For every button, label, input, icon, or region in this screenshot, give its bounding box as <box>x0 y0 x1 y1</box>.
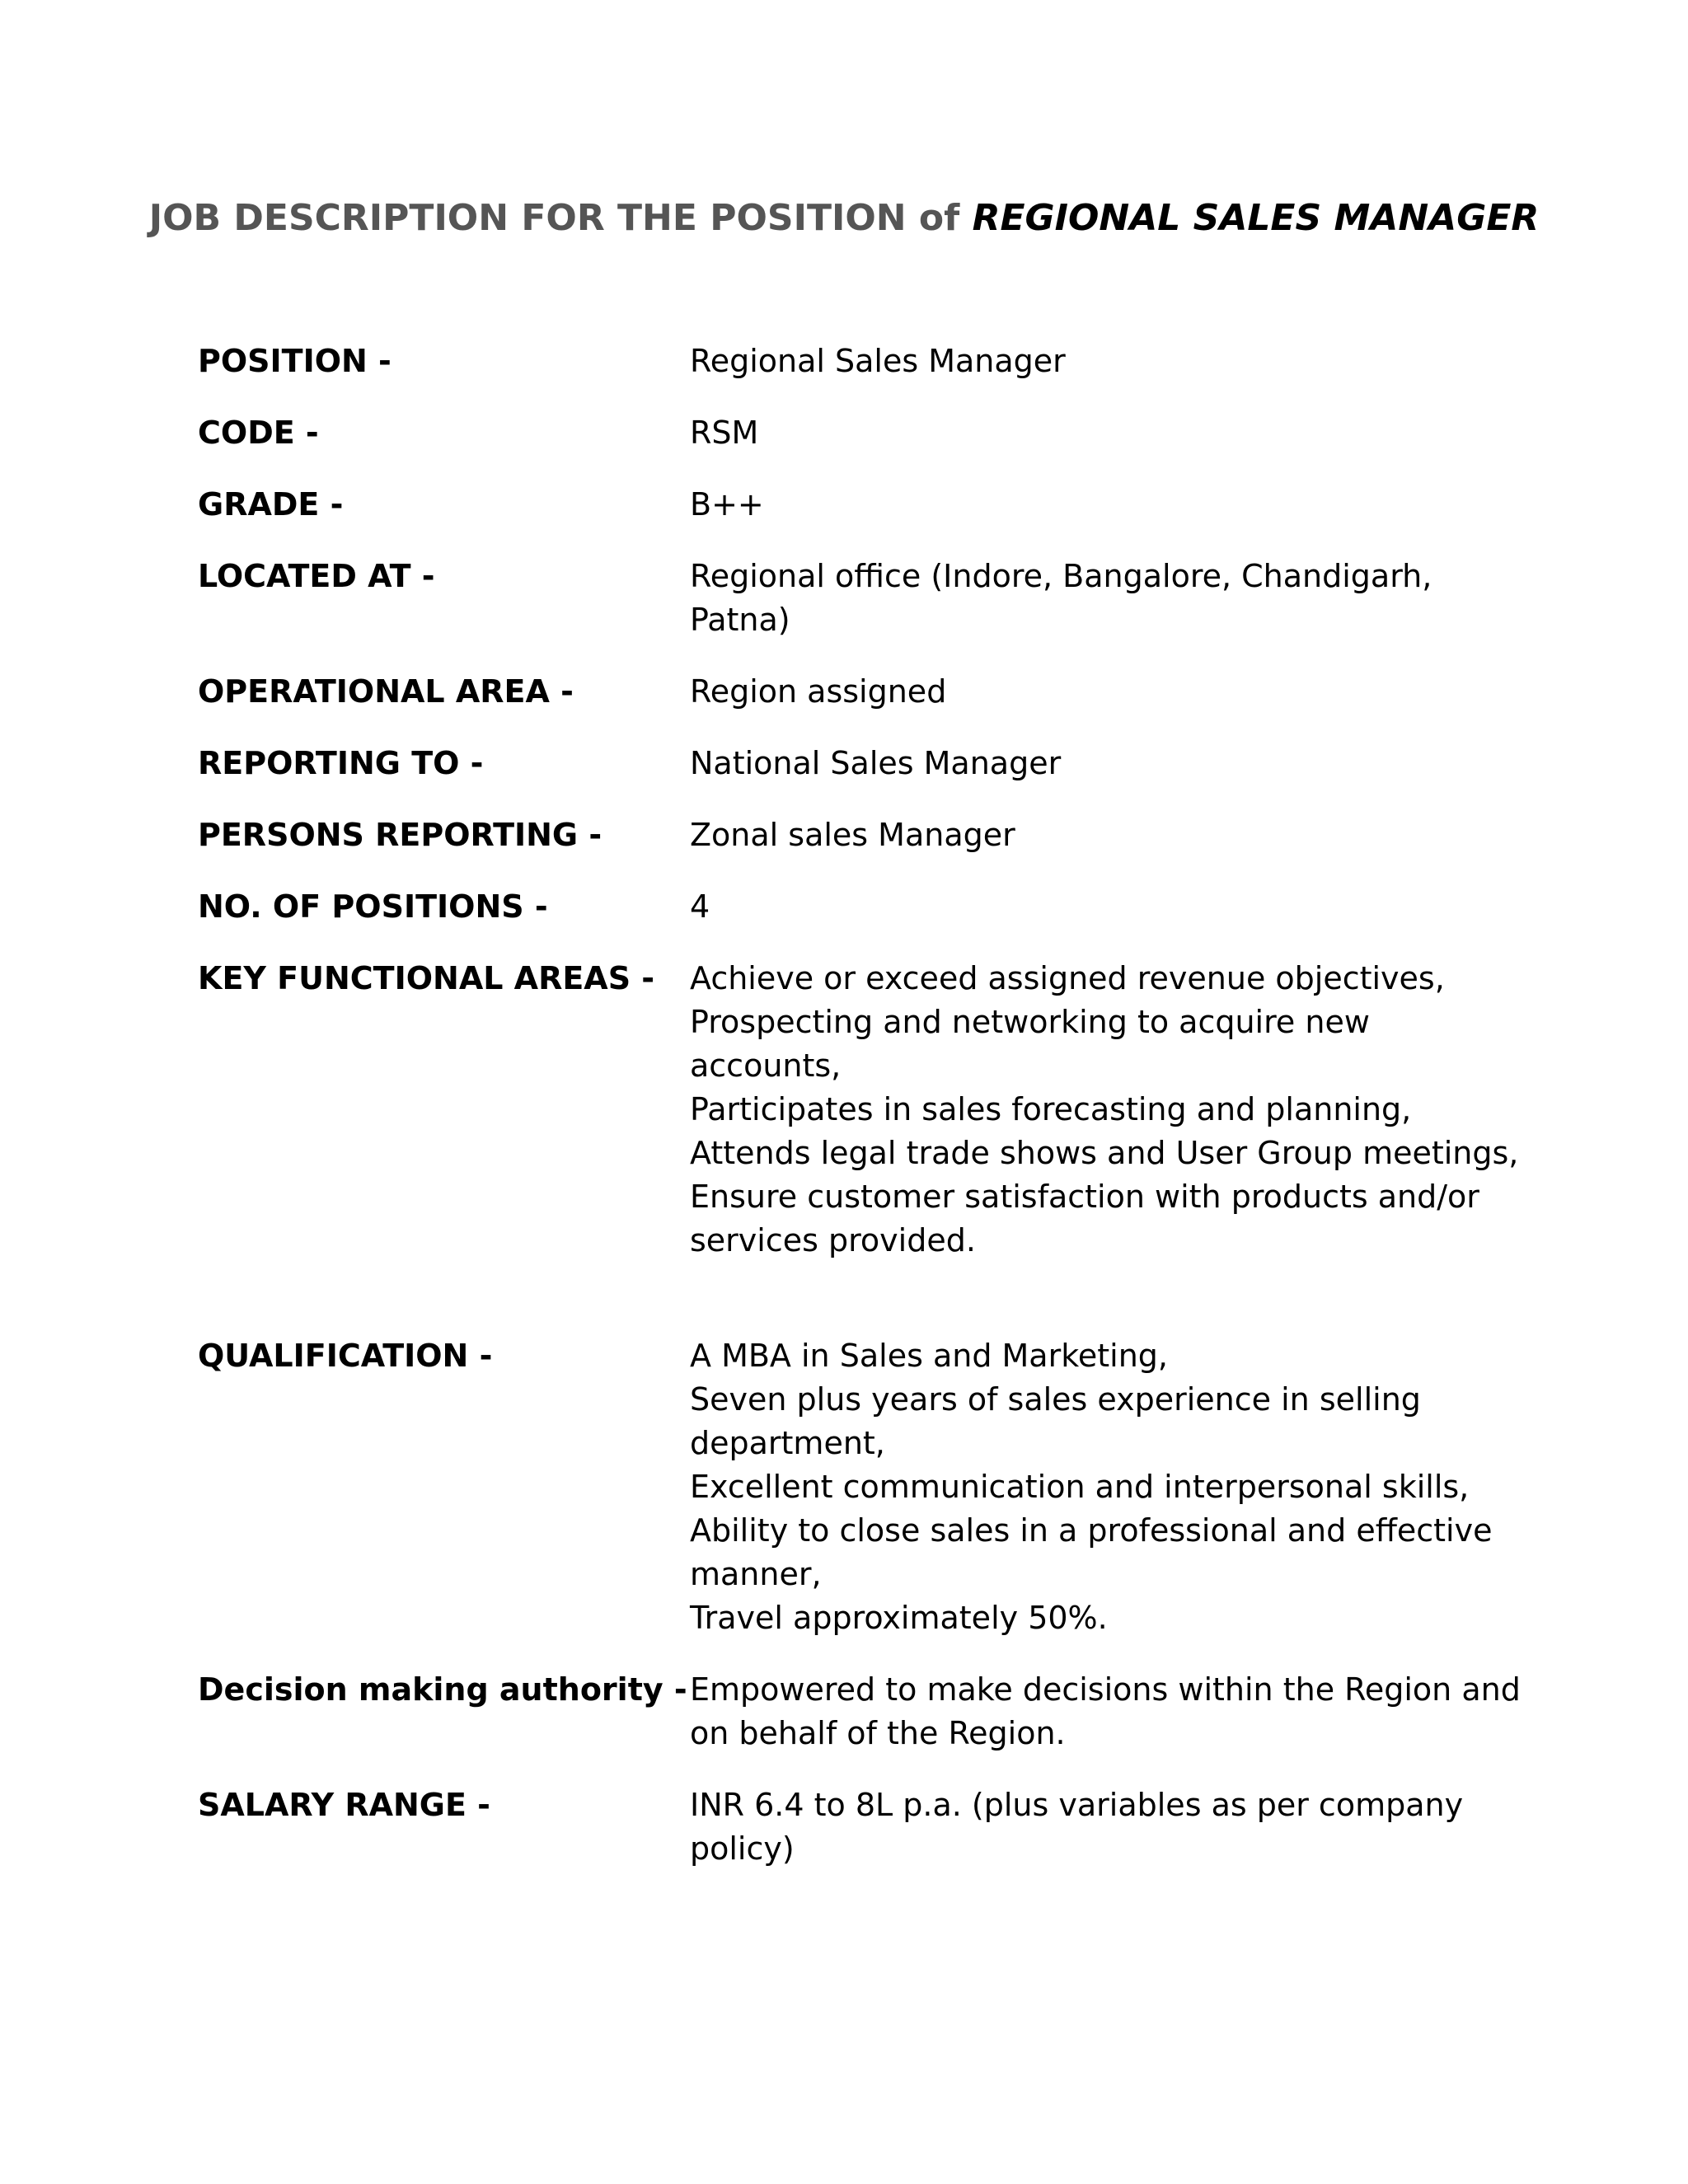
field-decision-making-authority <box>198 1668 1521 1755</box>
field-value <box>690 957 1518 1263</box>
value-line: RSM <box>690 415 759 451</box>
field-value <box>690 483 1500 527</box>
value-line: manner, <box>690 1556 822 1592</box>
value-line: Ability to close sales in a professional and effective <box>690 1512 1493 1549</box>
field-value <box>690 1668 1521 1755</box>
field-located-at <box>198 555 1500 642</box>
field-value <box>690 411 1500 455</box>
field-persons-reporting <box>198 813 1500 857</box>
value-line: Travel approximately 50%. <box>690 1600 1108 1636</box>
field-label: GRADE - <box>198 486 344 523</box>
field-position <box>198 340 1500 383</box>
value-line: National Sales Manager <box>690 745 1062 781</box>
field-value <box>690 670 1500 714</box>
value-line: Attends legal trade shows and User Group meetings, <box>690 1135 1519 1171</box>
field-value <box>690 1783 1500 1871</box>
value-line: A MBA in Sales and Marketing, <box>690 1338 1168 1374</box>
value-line: Prospecting and networking to acquire new <box>690 1004 1370 1040</box>
value-line: INR 6.4 to 8L p.a. (plus variables as per company <box>690 1787 1464 1823</box>
field-label: PERSONS REPORTING - <box>198 817 603 853</box>
field-label: LOCATED AT - <box>198 558 435 594</box>
value-line: Regional Sales Manager <box>690 343 1066 379</box>
field-grade <box>198 483 1500 527</box>
value-line: Ensure customer satisfaction with products and/or <box>690 1179 1479 1215</box>
value-line: Regional office (Indore, Bangalore, Chandigarh, <box>690 558 1432 594</box>
value-line: Achieve or exceed assigned revenue objectives, <box>690 960 1445 996</box>
field-qualification <box>198 1334 1500 1640</box>
job-fields <box>198 340 1521 1871</box>
value-line: Seven plus years of sales experience in selling <box>690 1381 1421 1418</box>
value-line: department, <box>690 1425 885 1461</box>
field-label: CODE - <box>198 415 319 451</box>
field-label: QUALIFICATION - <box>198 1338 493 1374</box>
field-label: OPERATIONAL AREA - <box>198 673 574 710</box>
field-label: NO. OF POSITIONS - <box>198 888 548 925</box>
field-code <box>198 411 1500 455</box>
field-value <box>690 885 1500 929</box>
title-main: JOB DESCRIPTION FOR THE POSITION of <box>148 197 960 239</box>
value-line: policy) <box>690 1830 795 1867</box>
field-value <box>690 555 1500 642</box>
field-salary-range <box>198 1783 1500 1871</box>
value-line: Patna) <box>690 602 790 638</box>
field-key-functional-areas <box>198 957 1519 1263</box>
title-role: REGIONAL SALES MANAGER <box>972 197 1540 239</box>
value-line: 4 <box>690 888 710 925</box>
field-label: KEY FUNCTIONAL AREAS - <box>198 960 655 996</box>
field-label: REPORTING TO - <box>198 745 484 781</box>
value-line: B++ <box>690 486 764 523</box>
field-reporting-to <box>198 742 1500 785</box>
value-line: accounts, <box>690 1047 842 1084</box>
field-operational-area <box>198 670 1500 714</box>
field-value <box>690 340 1500 383</box>
value-line: Empowered to make decisions within the Region and <box>690 1671 1521 1708</box>
value-line: Region assigned <box>690 673 947 710</box>
value-line: Participates in sales forecasting and planning, <box>690 1091 1412 1127</box>
field-value <box>690 1334 1500 1640</box>
field-label: POSITION - <box>198 343 392 379</box>
page-title <box>0 195 1688 241</box>
field-label: SALARY RANGE - <box>198 1787 490 1823</box>
field-value <box>690 813 1500 857</box>
value-line: Zonal sales Manager <box>690 817 1015 853</box>
value-line: on behalf of the Region. <box>690 1715 1066 1751</box>
field-value <box>690 742 1500 785</box>
value-line: Excellent communication and interpersonal skills, <box>690 1469 1470 1505</box>
field-label: Decision making authority - <box>198 1671 687 1708</box>
field-no-of-positions <box>198 885 1500 929</box>
value-line: services provided. <box>690 1222 976 1258</box>
